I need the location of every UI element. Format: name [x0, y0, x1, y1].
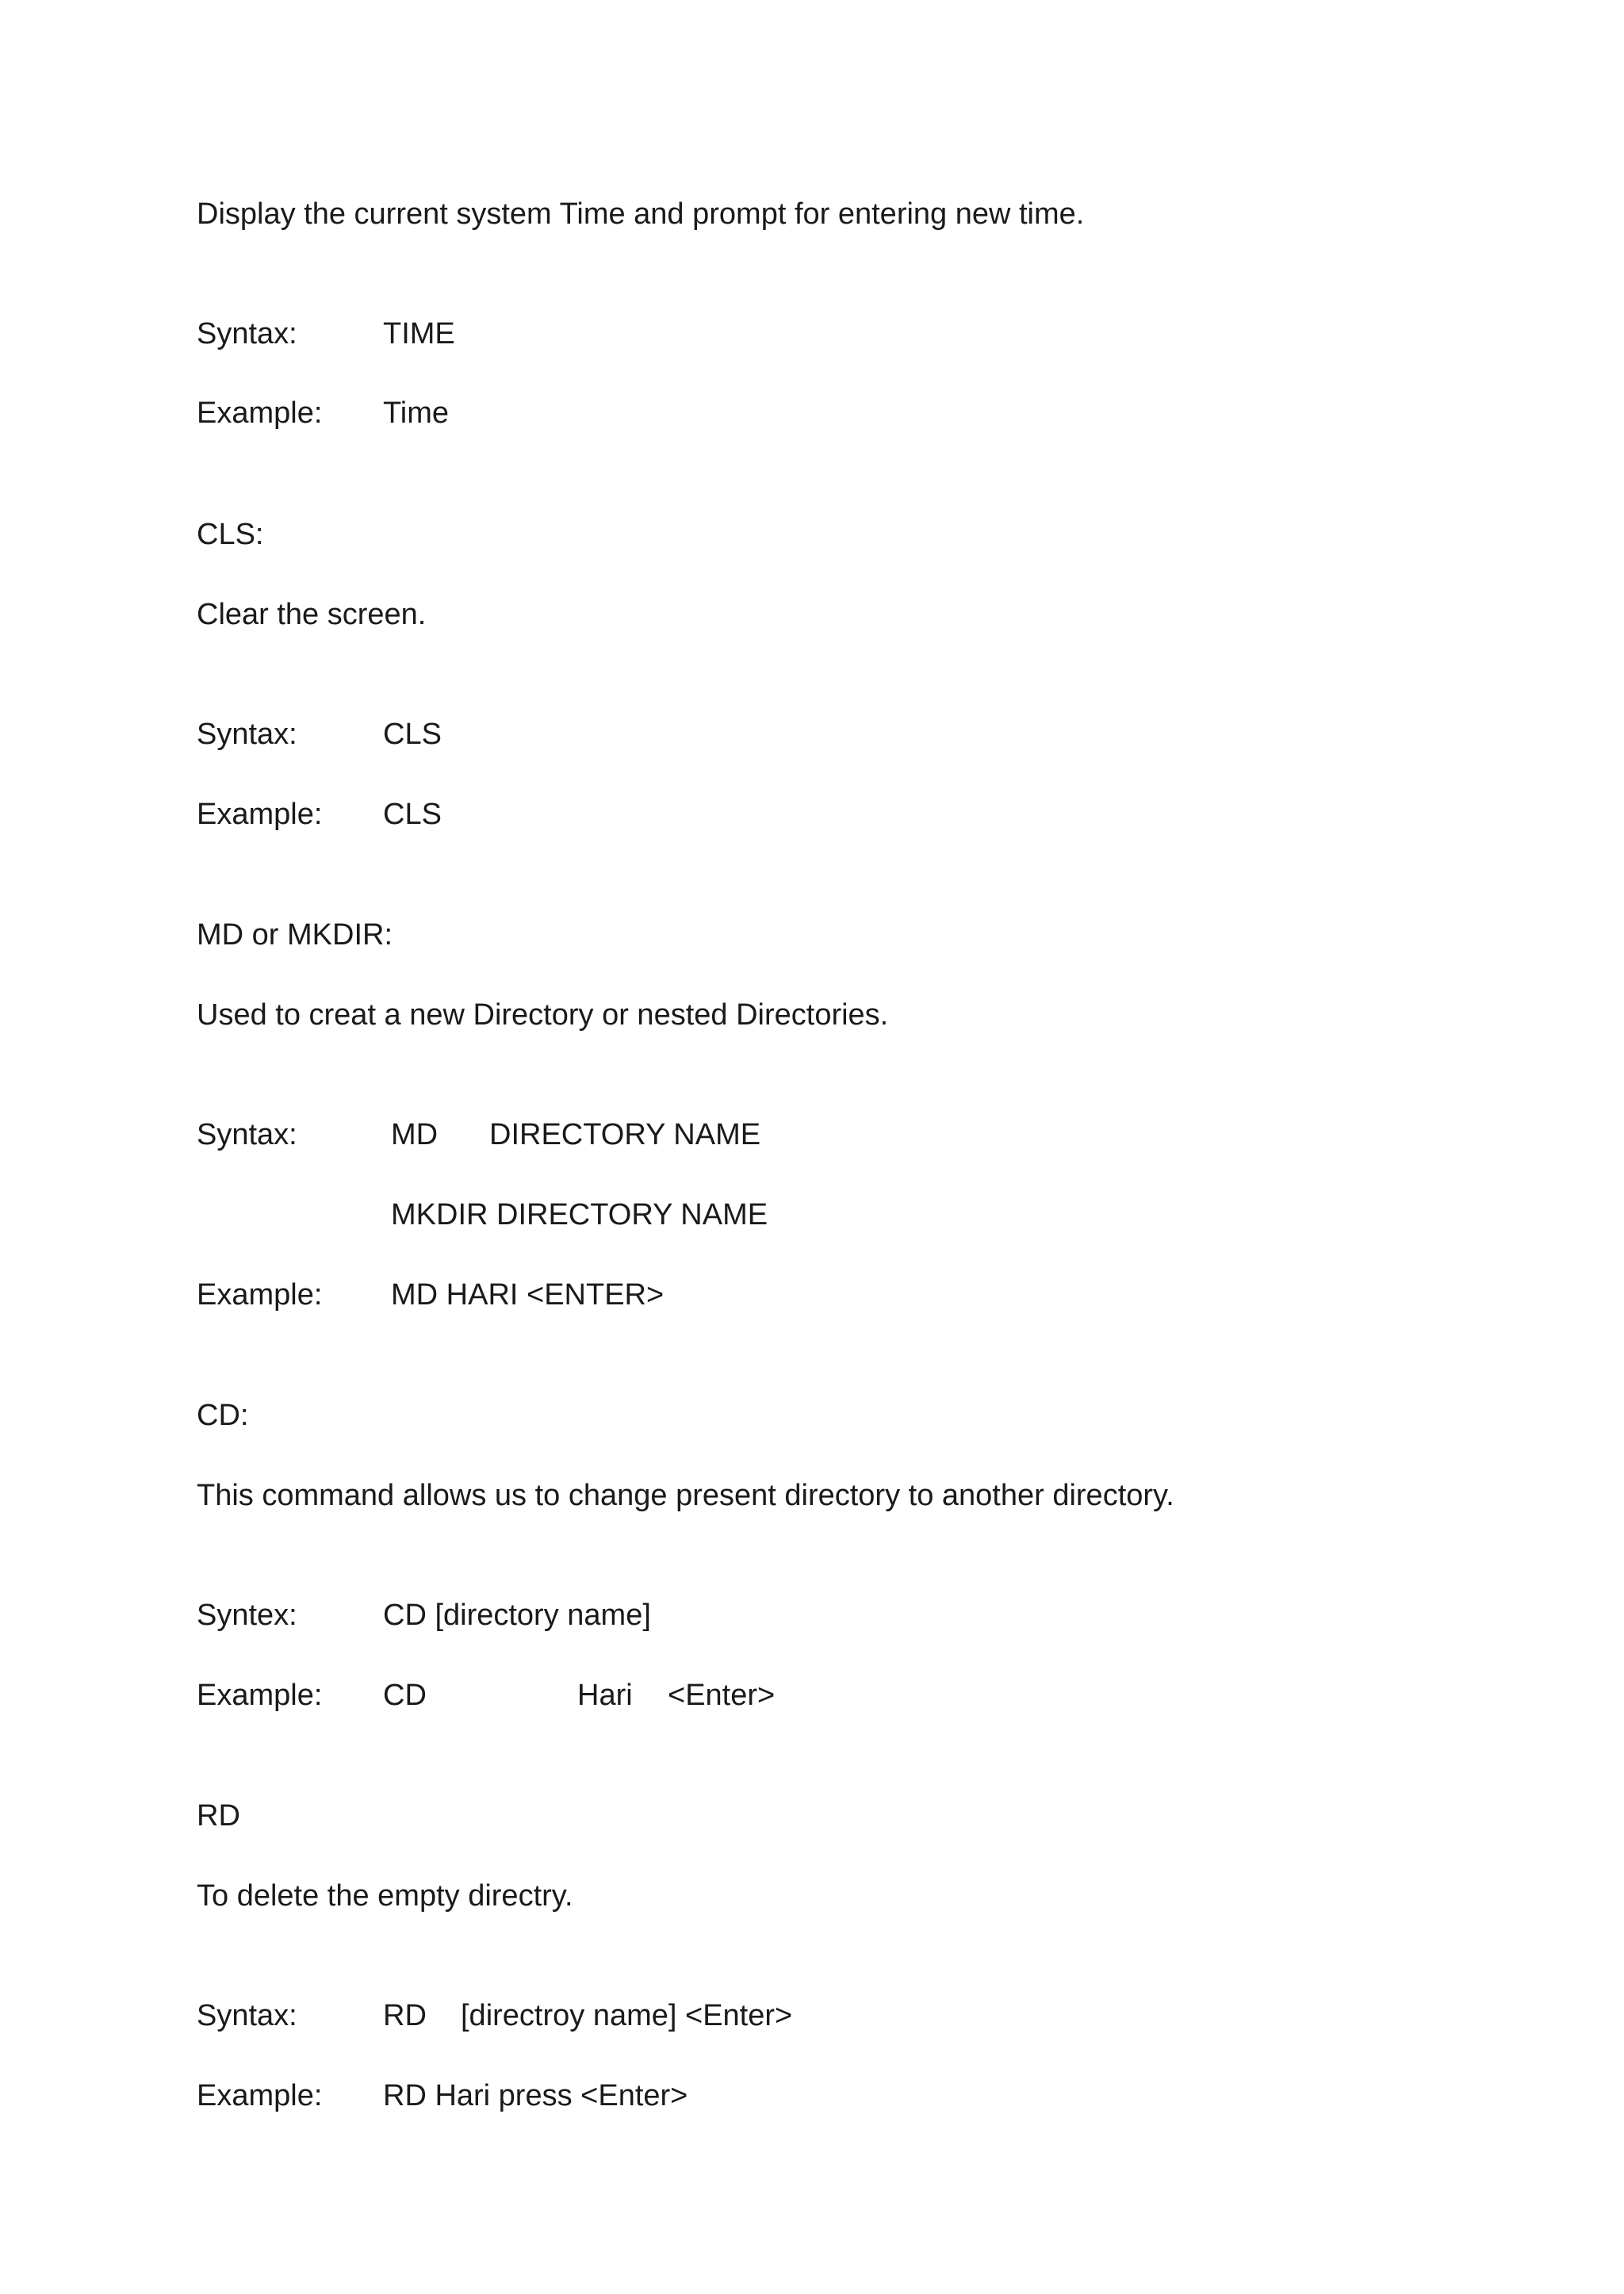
time-syntax-label: Syntax: — [197, 317, 297, 350]
rd-syntax-label: Syntax: — [197, 1999, 297, 2032]
rd-syntax-cmd: RD — [383, 1999, 427, 2032]
cls-example-label: Example: — [197, 798, 323, 831]
cd-syntax-value: CD [directory name] — [383, 1599, 651, 1632]
md-description: Used to creat a new Directory or nested Directories. — [197, 998, 889, 1032]
cls-heading: CLS: — [197, 518, 264, 551]
cd-description: This command allows us to change present directory to another directory. — [197, 1479, 1174, 1512]
md-syntax-label: Syntax: — [197, 1118, 297, 1151]
cd-syntax-label: Syntex: — [197, 1599, 297, 1632]
cls-syntax-value: CLS — [383, 718, 442, 751]
md-syntax-arg: DIRECTORY NAME — [489, 1118, 761, 1151]
cd-example-label: Example: — [197, 1679, 323, 1712]
md-heading: MD or MKDIR: — [197, 918, 393, 952]
md-syntax-alt: MKDIR DIRECTORY NAME — [391, 1198, 768, 1231]
time-description: Display the current system Time and prompt for entering new time. — [197, 197, 1085, 231]
cls-syntax-label: Syntax: — [197, 718, 297, 751]
rd-syntax-arg: [directroy name] <Enter> — [461, 1999, 793, 2032]
cd-example-key: <Enter> — [668, 1679, 776, 1712]
rd-example-label: Example: — [197, 2079, 323, 2112]
md-example-value: MD HARI <ENTER> — [391, 1278, 665, 1312]
time-example-label: Example: — [197, 396, 323, 430]
cd-example-cmd: CD — [383, 1679, 427, 1712]
time-example-value: Time — [383, 396, 450, 430]
md-example-label: Example: — [197, 1278, 323, 1312]
rd-description: To delete the empty directry. — [197, 1879, 573, 1913]
cd-example-arg: Hari — [577, 1679, 633, 1712]
rd-example-value: RD Hari press <Enter> — [383, 2079, 688, 2112]
cd-heading: CD: — [197, 1399, 249, 1432]
cls-example-value: CLS — [383, 798, 442, 831]
time-syntax-value: TIME — [383, 317, 455, 350]
rd-heading: RD — [197, 1799, 240, 1833]
cls-description: Clear the screen. — [197, 598, 427, 631]
md-syntax-cmd: MD — [391, 1118, 439, 1151]
